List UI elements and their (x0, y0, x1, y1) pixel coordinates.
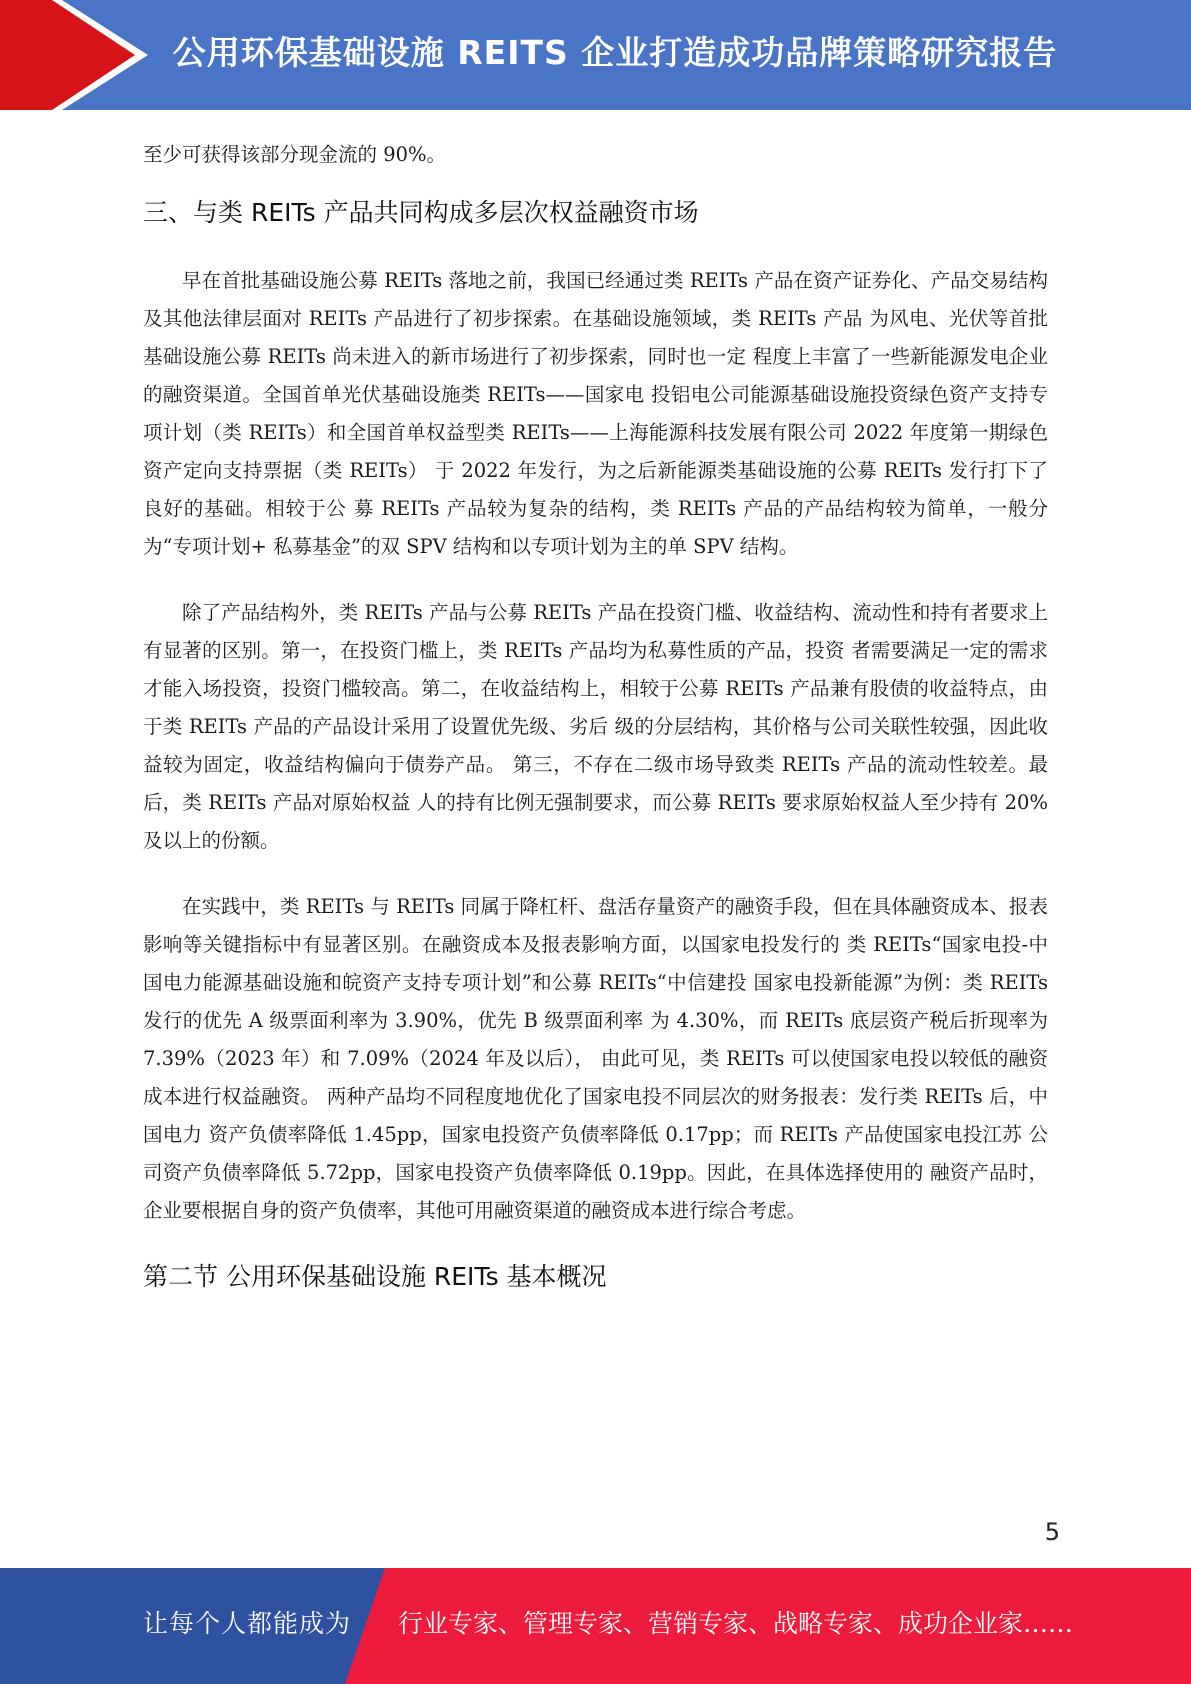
red-chevron-logo (0, 0, 160, 110)
section-2-heading: 第二节 公用环保基础设施 REITs 基本概况 (143, 1262, 607, 1291)
intro-paragraph: 至少可获得该部分现金流的 90%。 (143, 143, 447, 166)
footer-slogan-right: 行业专家、管理专家、营销专家、战略专家、成功企业家…… (398, 1609, 1074, 1638)
report-title: 公用环保基础设施 REITS 企业打造成功品牌策略研究报告 (172, 33, 1058, 72)
footer-slogan-left: 让每个人都能成为 (143, 1609, 352, 1638)
paragraph-3: 在实践中，类 REITs 与 REITs 同属于降杠杆、盘活存量资产的融资手段，但在具体融资成本、报表影响等关键指标中有显著区别。在融资成本及报表影响方面，以国家电投发行的 类 REITs“国家电投-中国电力能源基础设施和皖资产支持专项计划”和公募 REITs“中信建投 国家电投新能源”为例：类 REITs 发行的优先 A 级票面利率为 3.90%，优先 B 级票面利率 为 4.30%，而 REITs 底层资产税后折现率为 7.39%（2023 年）和 7.09%（2024 年及以后）， 由此可见，类 REITs 可以使国家电投以较低的融资成本进行权益融资。 两种产品均不同程度地优化了国家电投不同层次的财务报表：发行类 REITs 后，中国电力 资产负债率降低 1.45pp，国家电投资产负债率降低 0.17pp；而 REITs 产品使国家电投江苏 公司资产负债率降低 5.72pp，国家电投资产负债率降低 0.19pp。因此，在具体选择使用的 融资产品时，企业要根据自身的资产负债率，其他可用融资渠道的融资成本进行综合考虑。 (143, 895, 1048, 1222)
paragraph-1: 早在首批基础设施公募 REITs 落地之前，我国已经通过类 REITs 产品在资产证券化、产品交易结构及其他法律层面对 REITs 产品进行了初步探索。在基础设施领域，类 REITs 产品 为风电、光伏等首批基础设施公募 REITs 尚未进入的新市场进行了初步探索，同时也一定 程度上丰富了一些新能源发电企业的融资渠道。全国首单光伏基础设施类 REITs——国家电 投铝电公司能源基础设施投资绿色资产支持专项计划（类 REITs）和全国首单权益型类 REITs——上海能源科技发展有限公司 2022 年度第一期绿色资产定向支持票据（类 REITs） 于 2022 年发行，为之后新能源类基础设施的公募 REITs 发行打下了良好的基础。相较于公 募 REITs 产品较为复杂的结构，类 REITs 产品的产品结构较为简单，一般分为“专项计划+ 私募基金”的双 SPV 结构和以专项计划为主的单 SPV 结构。 (143, 269, 1048, 558)
header-band (0, 0, 1191, 110)
footer-band (0, 1568, 1191, 1684)
paragraph-2: 除了产品结构外，类 REITs 产品与公募 REITs 产品在投资门槛、收益结构、流动性和持有者要求上有显著的区别。第一，在投资门槛上，类 REITs 产品均为私募性质的产品，投资 者需要满足一定的需求才能入场投资，投资门槛较高。第二，在收益结构上，相较于公募 REITs 产品兼有股债的收益特点，由于类 REITs 产品的产品设计采用了设置优先级、劣后 级的分层结构，其价格与公司关联性较强，因此收益较为固定，收益结构偏向于债券产品。 第三，不存在二级市场导致类 REITs 产品的流动性较差。最后，类 REITs 产品对原始权益 人的持有比例无强制要求，而公募 REITs 要求原始权益人至少持有 20%及以上的份额。 (143, 601, 1048, 852)
section-3-heading: 三、与类 REITs 产品共同构成多层次权益融资市场 (143, 198, 699, 227)
page-number: 5 (1044, 1518, 1060, 1546)
document-body (143, 136, 1048, 1326)
